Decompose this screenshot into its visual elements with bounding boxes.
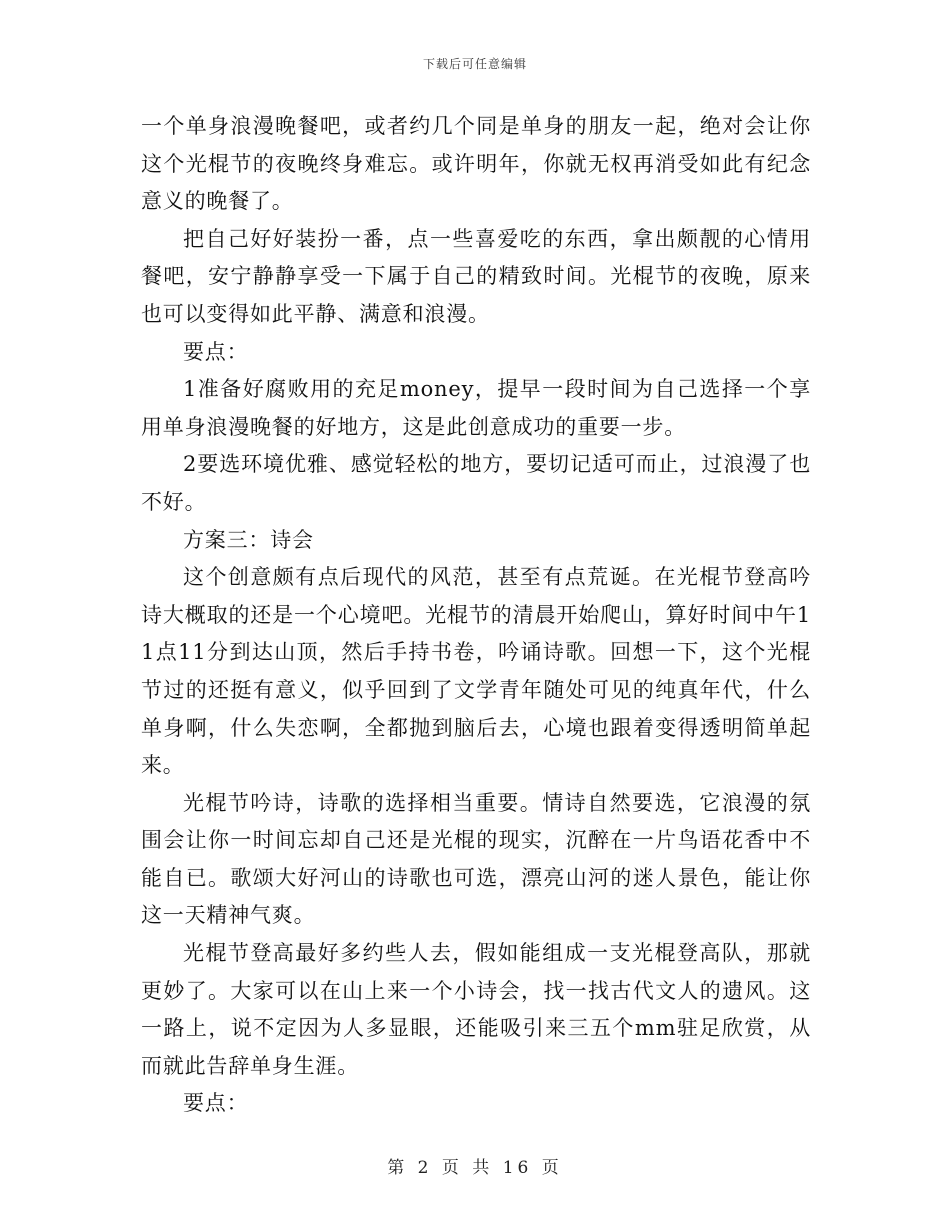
paragraph: 光棍节吟诗，诗歌的选择相当重要。情诗自然要选，它浪漫的氛围会让你一时间忘却自己还是光棍的现实，沉醉在一片鸟语花香中不能自已。歌颂大好河山的诗歌也可选，漂亮山河的迷人景色，能让你这一天精神气爽。 xyxy=(141,790,811,928)
paragraph: 要点： xyxy=(183,1091,249,1116)
paragraph: 这个创意颇有点后现代的风范，甚至有点荒诞。在光棍节登高吟诗大概取的还是一个心境吧。光棍节的清晨开始爬山，算好时间中午11点11分到达山顶，然后手持书卷，吟诵诗歌。回想一下，这个光棍节过的还挺有意义，似乎回到了文学青年随处可见的纯真年代，什么单身啊，什么失恋啊，全都抛到脑后去，心境也跟着变得透明简单起来。 xyxy=(141,565,811,778)
body-text xyxy=(141,108,811,1123)
paragraph: 一个单身浪漫晚餐吧，或者约几个同是单身的朋友一起，绝对会让你这个光棍节的夜晚终身难忘。或许明年，你就无权再消受如此有纪念意义的晚餐了。 xyxy=(141,114,811,214)
paragraph: 1准备好腐败用的充足money，提早一段时间为自己选择一个享用单身浪漫晚餐的好地方，这是此创意成功的重要一步。 xyxy=(141,377,811,439)
section-heading: 方案三：诗会 xyxy=(183,527,314,552)
paragraph: 2要选环境优雅、感觉轻松的地方，要切记适可而止，过浪漫了也不好。 xyxy=(141,452,811,514)
paragraph: 要点： xyxy=(183,339,249,364)
page-header: 下载后可任意编辑 xyxy=(422,57,527,71)
page-number: 第 2 页 共 16 页 xyxy=(387,1158,563,1178)
paragraph: 光棍节登高最好多约些人去，假如能组成一支光棍登高队，那就更妙了。大家可以在山上来一个小诗会，找一找古代文人的遗风。这一路上，说不定因为人多显眼，还能吸引来三五个mm驻足欣赏，从而就此告辞单身生涯。 xyxy=(141,941,811,1078)
paragraph: 把自己好好装扮一番，点一些喜爱吃的东西，拿出颇靓的心情用餐吧，安宁静静享受一下属于自己的精致时间。光棍节的夜晚，原来也可以变得如此平静、满意和浪漫。 xyxy=(141,226,811,326)
